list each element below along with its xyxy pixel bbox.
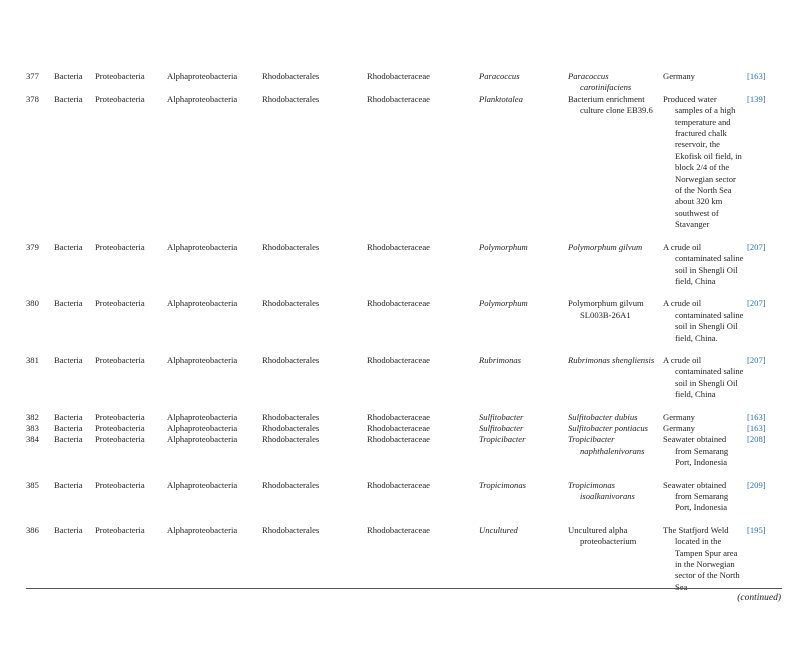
cell-phylum: Proteobacteria (95, 411, 145, 422)
cell-reference[interactable]: [207] (747, 354, 766, 365)
cell-phylum: Proteobacteria (95, 71, 145, 81)
cell-phylum: Proteobacteria (95, 354, 145, 365)
cell-number: 381 (26, 354, 39, 365)
taxonomy-table (26, 71, 782, 593)
cell-class: Alphaproteobacteria (167, 241, 238, 252)
cell-order: Rhodobacterales (262, 354, 320, 365)
cell-class: Alphaproteobacteria (167, 479, 238, 490)
cell-phylum: Proteobacteria (95, 524, 145, 535)
cell-class: Alphaproteobacteria (167, 434, 238, 445)
cell-reference[interactable]: [195] (747, 524, 766, 535)
cell-class: Alphaproteobacteria (167, 354, 238, 365)
table-row (26, 412, 782, 423)
cell-reference[interactable]: [209] (747, 479, 766, 490)
cell-number: 378 (26, 93, 39, 104)
cell-class: Alphaproteobacteria (167, 71, 238, 81)
cell-family: Rhodobacteraceae (367, 93, 430, 104)
cell-species: Tropicibacter naphthalenivorans (568, 434, 645, 456)
cell-reference[interactable]: [139] (747, 93, 766, 104)
continued-label: (continued) (737, 593, 781, 603)
cell-species: Sulfitobacter pontiacus (568, 422, 648, 433)
cell-reference[interactable]: [163] (747, 411, 766, 422)
cell-order: Rhodobacterales (262, 434, 320, 445)
cell-number: 383 (26, 422, 39, 433)
table-row (26, 298, 782, 355)
cell-order: Rhodobacterales (262, 241, 320, 252)
table-row (26, 242, 782, 299)
cell-genus: Uncultured (479, 524, 518, 535)
cell-species: Polymorphum gilvum (568, 241, 643, 252)
cell-source: Seawater obtained from Semarang Port, Indonesia (663, 434, 729, 468)
cell-genus: Paracoccus (479, 71, 520, 81)
cell-reference[interactable]: [163] (747, 422, 766, 433)
cell-genus: Planktotalea (479, 93, 523, 104)
cell-class: Alphaproteobacteria (167, 93, 238, 104)
cell-number: 384 (26, 434, 39, 445)
cell-family: Rhodobacteraceae (367, 354, 430, 365)
cell-reference[interactable]: [208] (747, 434, 766, 445)
cell-order: Rhodobacterales (262, 298, 320, 309)
cell-domain: Bacteria (54, 241, 83, 252)
cell-species: Polymorphum gilvum SL003B-26A1 (568, 298, 644, 320)
cell-domain: Bacteria (54, 479, 83, 490)
cell-number: 379 (26, 241, 39, 252)
cell-genus: Tropicimonas (479, 479, 526, 490)
cell-number: 380 (26, 298, 39, 309)
table-row (26, 355, 782, 412)
table-row (26, 434, 782, 479)
cell-species: Uncultured alpha proteobacterium (568, 524, 637, 547)
cell-source: Germany (663, 71, 695, 81)
cell-genus: Sulfitobacter (479, 411, 524, 422)
cell-source: Seawater obtained from Semarang Port, Indonesia (663, 479, 729, 513)
table-body (26, 71, 782, 593)
cell-domain: Bacteria (54, 354, 83, 365)
cell-domain: Bacteria (54, 422, 83, 433)
cell-class: Alphaproteobacteria (167, 411, 238, 422)
cell-family: Rhodobacteraceae (367, 411, 430, 422)
cell-class: Alphaproteobacteria (167, 298, 238, 309)
cell-family: Rhodobacteraceae (367, 71, 430, 81)
cell-order: Rhodobacterales (262, 524, 320, 535)
cell-order: Rhodobacterales (262, 93, 320, 104)
cell-family: Rhodobacteraceae (367, 298, 430, 309)
cell-source: Germany (663, 411, 695, 422)
cell-domain: Bacteria (54, 93, 83, 104)
cell-domain: Bacteria (54, 524, 83, 535)
cell-class: Alphaproteobacteria (167, 422, 238, 433)
cell-number: 386 (26, 524, 39, 535)
cell-order: Rhodobacterales (262, 479, 320, 490)
cell-species: Tropicimonas isoalkanivorans (568, 479, 635, 501)
cell-genus: Rubrimonas (479, 354, 522, 365)
cell-order: Rhodobacterales (262, 422, 320, 433)
cell-source: A crude oil contaminated saline soil in Shengli Oil field, China (663, 354, 744, 400)
cell-phylum: Proteobacteria (95, 479, 145, 490)
cell-phylum: Proteobacteria (95, 241, 145, 252)
cell-class: Alphaproteobacteria (167, 524, 238, 535)
cell-species: Paracoccus carotinifaciens (568, 71, 632, 93)
cell-reference[interactable]: [207] (747, 241, 766, 252)
cell-genus: Polymorphum (479, 241, 528, 252)
cell-reference[interactable]: [207] (747, 298, 766, 309)
cell-phylum: Proteobacteria (95, 298, 145, 309)
cell-number: 377 (26, 71, 39, 81)
cell-family: Rhodobacteraceae (367, 422, 430, 433)
table-row (26, 94, 782, 242)
cell-source: The Statfjord Weld located in the Tampen Spur area in the Norwegian sector of the North Sea (663, 524, 740, 592)
cell-number: 385 (26, 479, 39, 490)
cell-domain: Bacteria (54, 411, 83, 422)
cell-domain: Bacteria (54, 71, 83, 81)
cell-number: 382 (26, 411, 39, 422)
table-bottom-rule (26, 588, 782, 589)
cell-genus: Tropicibacter (479, 434, 526, 445)
cell-species: Bacterium enrichment culture clone EB39.6 (568, 93, 653, 116)
cell-phylum: Proteobacteria (95, 422, 145, 433)
table-row (26, 423, 782, 434)
cell-domain: Bacteria (54, 434, 83, 445)
cell-source: Produced water samples of a high temperature and fractured chalk reservoir, the Ekofisk oil field, in block 2/4 of the Norwegian sector of the North Sea about 320 km southwest of Stavanger (663, 93, 742, 230)
cell-order: Rhodobacterales (262, 411, 320, 422)
cell-order: Rhodobacterales (262, 71, 320, 81)
cell-species: Rubrimonas shengliensis (568, 354, 655, 365)
cell-species: Sulfitobacter dubius (568, 411, 638, 422)
cell-family: Rhodobacteraceae (367, 524, 430, 535)
cell-family: Rhodobacteraceae (367, 241, 430, 252)
cell-genus: Sulfitobacter (479, 422, 524, 433)
table-row (26, 525, 782, 593)
cell-reference[interactable]: [163] (747, 71, 766, 81)
cell-family: Rhodobacteraceae (367, 434, 430, 445)
table-row (26, 480, 782, 525)
cell-phylum: Proteobacteria (95, 93, 145, 104)
cell-source: Germany (663, 422, 695, 433)
cell-genus: Polymorphum (479, 298, 528, 309)
table-row (26, 71, 782, 94)
cell-family: Rhodobacteraceae (367, 479, 430, 490)
cell-domain: Bacteria (54, 298, 83, 309)
cell-source: A crude oil contaminated saline soil in Shengli Oil field, China (663, 241, 744, 286)
cell-source: A crude oil contaminated saline soil in Shengli Oil field, China. (663, 298, 744, 343)
cell-phylum: Proteobacteria (95, 434, 145, 445)
